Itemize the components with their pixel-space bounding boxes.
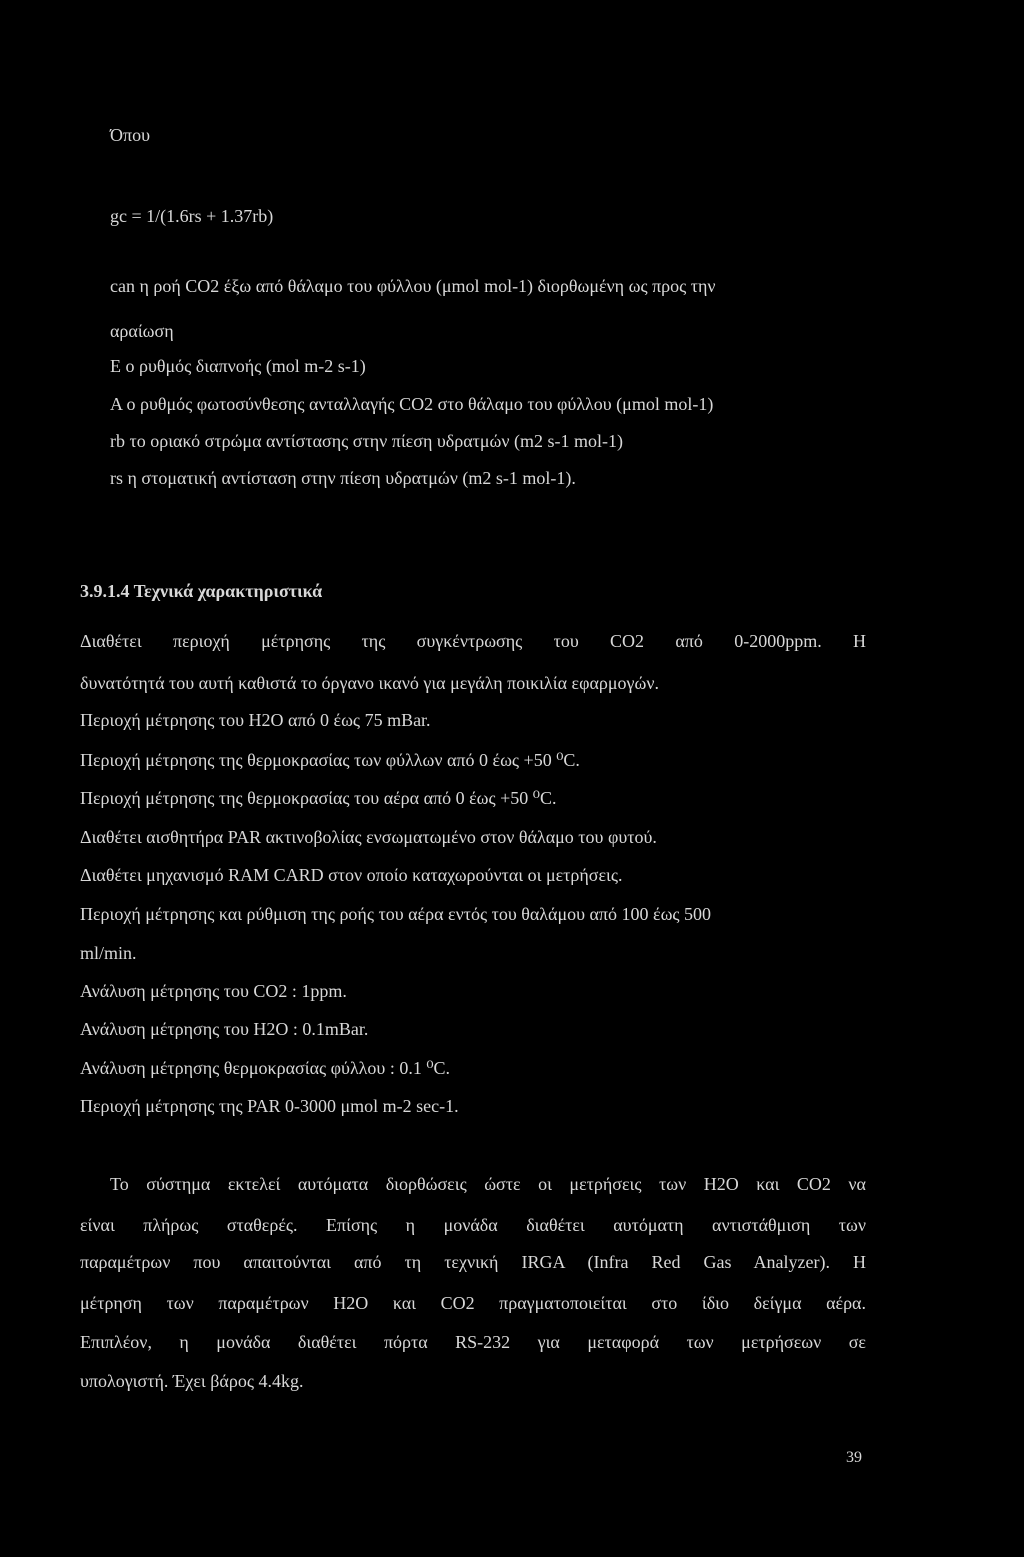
definition-line: αραίωση	[110, 321, 174, 341]
paragraph-line: παραμέτρων που απαιτούνται από τη τεχνική IRGA (Infra Red Gas Analyzer). Η	[80, 1252, 866, 1272]
paragraph-line: υπολογιστή. Έχει βάρος 4.4kg.	[80, 1371, 304, 1391]
spec-line: Περιοχή μέτρησης του H2O από 0 έως 75 mBar.	[80, 710, 431, 730]
paragraph-line: Επιπλέον, η μονάδα διαθέτει πόρτα RS-232 για μεταφορά των μετρήσεων σε	[80, 1332, 866, 1352]
spec-line: Περιοχή μέτρησης της PAR 0-3000 μmol m-2 sec-1.	[80, 1096, 459, 1116]
where-label: Όπου	[110, 125, 150, 145]
definition-line: A ο ρυθμός φωτοσύνθεσης ανταλλαγής CO2 στο θάλαμο του φύλλου (μmol mol-1)	[110, 394, 714, 414]
conductance-formula: gc = 1/(1.6rs + 1.37rb)	[110, 206, 274, 226]
spec-line: Περιοχή μέτρησης της θερμοκρασίας του αέρα από 0 έως +50 ⁰C.	[80, 788, 557, 808]
spec-line: Περιοχή μέτρησης και ρύθμιση της ροής του αέρα εντός του θαλάμου από 100 έως 500	[80, 904, 712, 924]
spec-line: Διαθέτει αισθητήρα PAR ακτινοβολίας ενσωματωμένο στον θάλαμο του φυτού.	[80, 827, 657, 847]
section-heading: 3.9.1.4 Τεχνικά χαρακτηριστικά	[80, 581, 323, 601]
page-number: 39	[846, 1449, 862, 1466]
spec-line: Διαθέτει μηχανισμό RAM CARD στον οποίο καταχωρούνται οι μετρήσεις.	[80, 865, 623, 885]
definition-line: E ο ρυθμός διαπνοής (mol m-2 s-1)	[110, 356, 366, 376]
definition-line: can η ροή CO2 έξω από θάλαμο του φύλλου (μmol mol-1) διορθωμένη ως προς την	[110, 276, 716, 296]
spec-line: δυνατότητά του αυτή καθιστά το όργανο ικανό για μεγάλη ποικιλία εφαρμογών.	[80, 673, 659, 693]
spec-line: Ανάλυση μέτρησης του CO2 : 1ppm.	[80, 981, 347, 1001]
spec-line: ml/min.	[80, 943, 137, 963]
paragraph-line: μέτρηση των παραμέτρων H2O και CO2 πραγματοποιείται στο ίδιο δείγμα αέρα.	[80, 1293, 866, 1313]
spec-line: Περιοχή μέτρησης της θερμοκρασίας των φύλλων από 0 έως +50 ⁰C.	[80, 750, 580, 770]
paragraph-line: Το σύστημα εκτελεί αυτόματα διορθώσεις ώστε οι μετρήσεις των H2O και CO2 να	[110, 1174, 866, 1194]
spec-line: Ανάλυση μέτρησης θερμοκρασίας φύλλου : 0.1 ⁰C.	[80, 1058, 451, 1078]
definition-line: rb το οριακό στρώμα αντίστασης στην πίεση υδρατμών (m2 s-1 mol-1)	[110, 431, 624, 451]
definition-line: rs η στοματική αντίσταση στην πίεση υδρατμών (m2 s-1 mol-1).	[110, 468, 576, 488]
spec-line: Διαθέτει περιοχή μέτρησης της συγκέντρωσης του CO2 από 0-2000ppm. Η	[80, 631, 866, 651]
paragraph-line: είναι πλήρως σταθερές. Επίσης η μονάδα διαθέτει αυτόματη αντιστάθμιση των	[80, 1215, 866, 1235]
spec-line: Ανάλυση μέτρησης του H2O : 0.1mBar.	[80, 1019, 369, 1039]
